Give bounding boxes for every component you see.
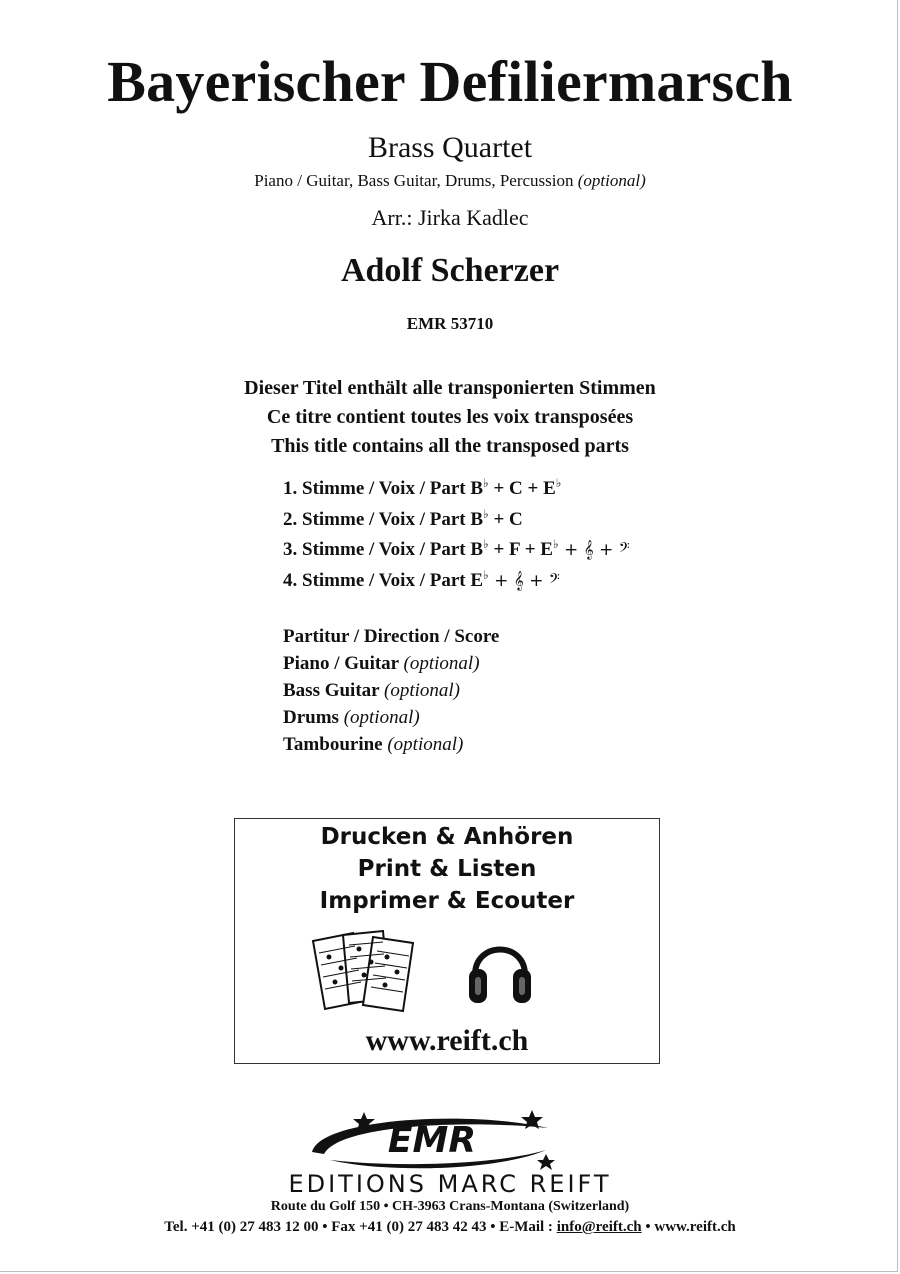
flat-icon: ♭ — [483, 567, 489, 582]
promo-line-de: Drucken & Anhören — [320, 824, 574, 850]
optional-instruments — [0, 171, 900, 191]
extra-label: Bass Guitar — [283, 680, 380, 701]
extra-parts-list — [283, 626, 499, 761]
extra-piano-guitar — [283, 653, 499, 680]
optional-note: (optional) — [403, 653, 480, 674]
part-prefix: 3. Stimme / Voix / Part — [283, 539, 466, 560]
flat-icon: ♭ — [555, 476, 562, 490]
logo-text: EMR — [387, 1120, 477, 1161]
part-row-4 — [283, 567, 630, 601]
part-prefix: 2. Stimme / Voix / Part — [283, 508, 466, 530]
publisher-contact — [0, 1219, 900, 1236]
publisher-name: EDITIONS MARC REIFT — [288, 1170, 612, 1198]
contact-web[interactable]: • www.reift.ch — [641, 1219, 736, 1235]
parts-list — [283, 478, 630, 600]
optional-note: (optional) — [577, 171, 646, 190]
part-rest: + C — [488, 508, 523, 530]
extra-score — [283, 626, 499, 653]
info-line-fr: Ce titre contient toutes les voix transposées — [266, 406, 634, 428]
print-listen-box — [234, 818, 660, 1064]
extra-tambourine — [283, 734, 499, 761]
instruments-text: Piano / Guitar, Bass Guitar, Drums, Percussion — [254, 171, 574, 190]
contact-phone-fax: Tel. +41 (0) 27 483 12 00 • Fax +41 (0) 27 483 42 43 • E-Mail : — [164, 1219, 557, 1235]
clef-icons: + 𝄞 + 𝄢 — [558, 540, 630, 560]
extra-drums — [283, 707, 499, 734]
info-line-en: This title contains all the transposed parts — [271, 435, 629, 457]
publisher-address: Route du Golf 150 • CH-3963 Crans-Montana (Switzerland) — [270, 1199, 630, 1214]
ensemble-subtitle: Brass Quartet — [367, 131, 533, 164]
flat-icon: ♭ — [483, 537, 489, 551]
info-line-de: Dieser Titel enthält alle transponierten Stimmen — [244, 377, 656, 399]
composer: Adolf Scherzer — [340, 252, 560, 289]
optional-note: (optional) — [343, 707, 420, 728]
part-prefix: 4. Stimme / Voix / Part — [283, 569, 466, 591]
arranger: Arr.: Jirka Kadlec — [371, 205, 529, 230]
sheet-music-icon — [309, 927, 419, 1015]
part-key: E — [470, 569, 484, 591]
extra-label: Drums — [283, 707, 339, 728]
flat-icon: ♭ — [552, 537, 559, 551]
part-row-1 — [283, 478, 630, 509]
extra-label: Piano / Guitar — [283, 653, 399, 674]
part-prefix: 1. Stimme / Voix / Part — [283, 478, 466, 499]
clef-icons: + 𝄞 + 𝄢 — [488, 570, 560, 591]
extra-bass-guitar — [283, 680, 499, 707]
part-row-2 — [283, 506, 630, 540]
email-link[interactable]: info@reift.ch — [556, 1219, 642, 1235]
transposed-parts-info — [0, 374, 900, 461]
optional-note: (optional) — [387, 734, 464, 755]
part-row-3 — [283, 539, 630, 570]
extra-label: Tambourine — [283, 734, 383, 755]
promo-line-fr: Imprimer & Ecouter — [319, 888, 575, 914]
part-key: B — [470, 478, 484, 499]
optional-note: (optional) — [384, 680, 461, 701]
part-rest: + F + E — [488, 539, 553, 560]
part-rest: + C + E — [488, 478, 556, 499]
extra-label: Partitur / Direction / Score — [283, 626, 500, 647]
part-key: B — [470, 508, 484, 530]
promo-line-en: Print & Listen — [357, 856, 537, 882]
catalog-number: EMR 53710 — [406, 314, 494, 333]
headphones-icon — [467, 927, 533, 1007]
flat-icon: ♭ — [483, 476, 489, 490]
emr-logo — [300, 1108, 560, 1170]
website-url[interactable]: www.reift.ch — [365, 1024, 529, 1057]
part-key: B — [470, 539, 484, 560]
page-title: Bayerischer Defiliermarsch — [107, 49, 793, 114]
flat-icon: ♭ — [483, 506, 489, 521]
